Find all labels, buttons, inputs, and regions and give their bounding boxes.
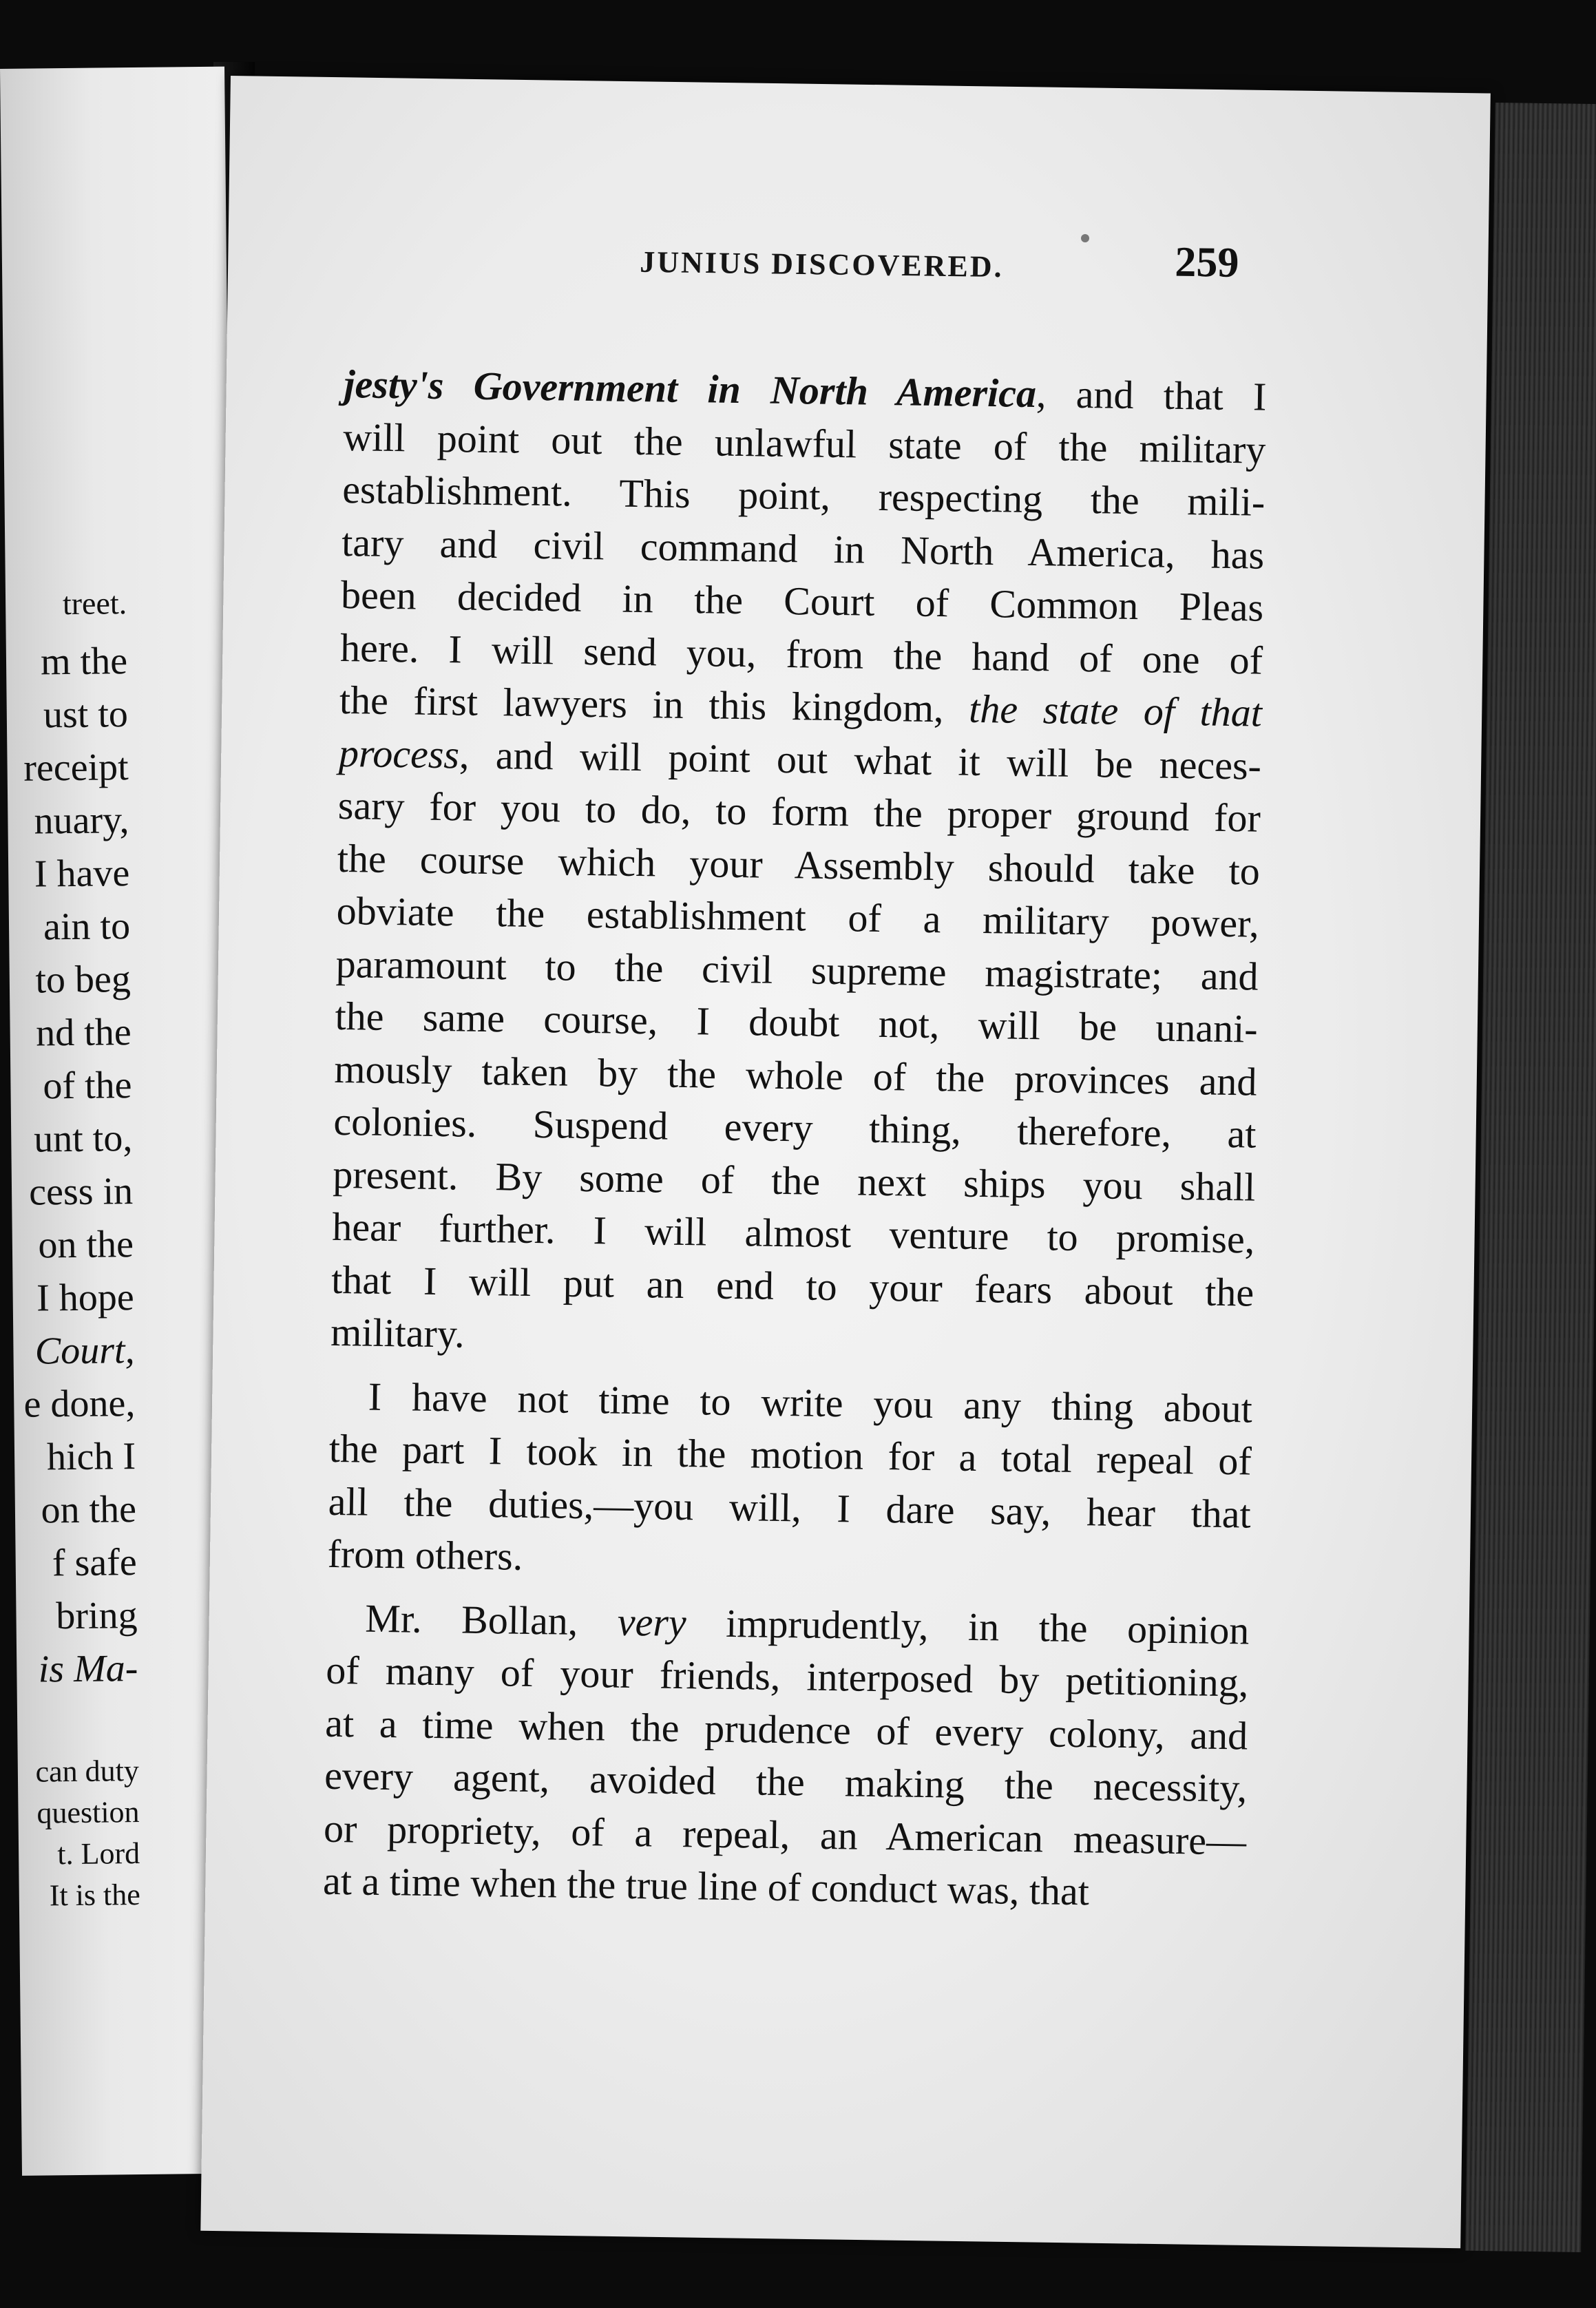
left-page-footnote-line: question [36,1795,140,1830]
text-line: hear further. I will almost venture to promise, [331,1204,1255,1262]
text-run: imprudently, in the opinion [686,1599,1250,1653]
text-line: at a time when the true line of conduct was, that [322,1858,1090,1914]
text-line: mously taken by the whole of the provinces and [334,1046,1257,1104]
left-page-line: receipt [23,746,129,790]
left-page-line: Court, [34,1329,135,1373]
text-line: here. I will send you, from the hand of one of [339,625,1263,683]
left-page-line: is Ma- [38,1647,138,1691]
text-line: present. By some of the next ships you shall [333,1151,1256,1210]
left-page-line: ust to [43,693,129,737]
text-line: the part I took in the motion for a total repeal of [328,1425,1252,1484]
text-line: military. [330,1309,465,1356]
text-line: at a time when the prudence of every colony, and [324,1700,1248,1759]
left-page-line: nd the [35,1011,132,1055]
text-line: sary for you to do, to form the proper ground for [337,782,1261,841]
left-page-line: on the [41,1488,137,1532]
text-line: of many of your friends, interposed by petitioning, [325,1647,1249,1706]
left-page-line: f safe [52,1541,138,1585]
left-page-line: I have [34,852,130,896]
italic-run: jesty's Government in North America [344,361,1037,417]
text-line: been decided in the Court of Common Pleas [340,571,1264,630]
italic-run: process [338,730,460,777]
text-line: that I will put an end to your fears about the [330,1257,1254,1315]
text-line: all the duties,—you will, I dare say, hear that [328,1478,1252,1537]
left-page-line: treet. [62,585,127,622]
paper-speck [1081,234,1089,242]
left-page-line: ain to [43,905,131,949]
left-page-line: cess in [28,1170,134,1214]
left-page-line: to beg [35,958,132,1002]
left-page-line: hich I [46,1435,136,1479]
left-page-line: m the [40,640,128,684]
left-page-line: I hope [36,1276,135,1320]
text-run: , and that I [1036,371,1267,419]
running-head: JUNIUS DISCOVERED. [639,244,1004,284]
text-line: the course which your Assembly should take to [337,835,1261,894]
italic-run: the state of that [968,686,1263,735]
paragraph-1 [330,358,1267,1372]
text-line: the same course, I doubt not, will be unani- [335,993,1258,1051]
text-line: from others. [327,1531,523,1579]
text-line: I have not time to write you any thing about [368,1374,1253,1431]
left-page-line: bring [55,1594,138,1638]
left-page-line: of the [43,1064,132,1108]
text-line: will point out the unlawful state of the military [342,414,1266,472]
text-line: obviate the establishment of a military power, [336,888,1260,946]
text-run: the first lawyers in this kingdom, [339,677,969,731]
left-page-footnote-line: t. Lord [57,1836,140,1871]
text-line: tary and civil command in North America, has [341,519,1265,578]
left-page-line: unt to, [33,1117,133,1161]
left-page-text [0,67,224,1913]
text-run: Mr. Bollan, [365,1595,618,1644]
text-run: , and will point out what it will be neces- [459,731,1262,788]
text-line: or propriety, of a repeal, an American measure— [323,1805,1247,1863]
left-page-line: e done, [23,1382,136,1426]
left-page-line: on the [38,1223,134,1267]
text-line: every agent, avoided the making the necessity, [324,1752,1248,1811]
italic-run: very [617,1599,687,1645]
paragraph-2 [327,1370,1252,1593]
text-line: colonies. Suspend every thing, therefore, at [333,1098,1257,1157]
left-page-line: nuary, [34,799,129,843]
left-page-footnote-line: It is the [49,1878,141,1913]
page-header [406,227,1239,294]
left-page-footnote-line: can duty [35,1754,140,1789]
text-line: paramount to the civil supreme magistrate; and [335,941,1259,999]
page-number: 259 [1174,238,1239,286]
text-line: establishment. This point, respecting the mili- [342,466,1266,525]
body-text [323,358,1267,1920]
paragraph-3 [323,1591,1250,1920]
